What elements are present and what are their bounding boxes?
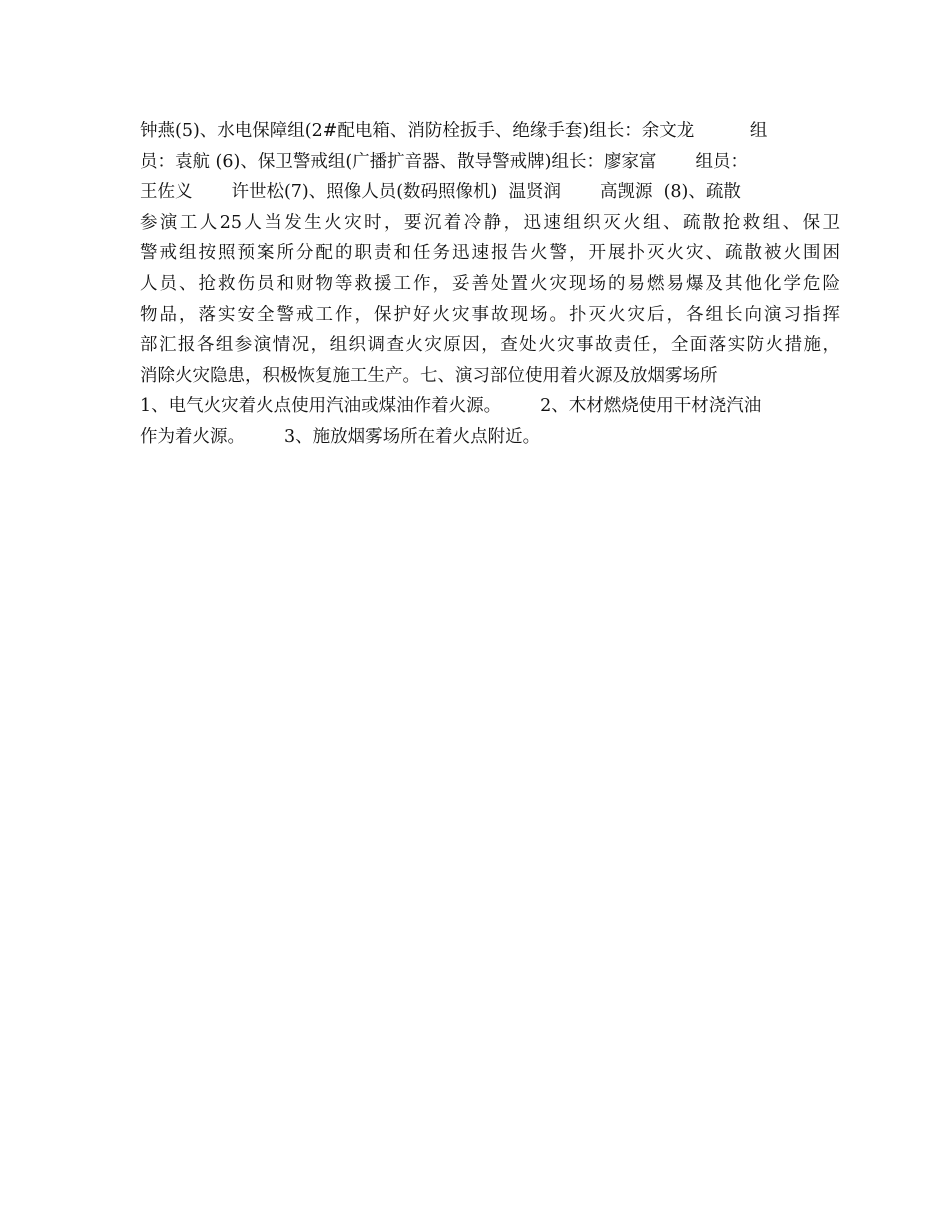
text-line: 钟燕(5)、水电保障组(2#配电箱、消防栓扳手、绝缘手套)组长：余文龙 组 xyxy=(140,121,768,141)
text-line: 警戒组按照预案所分配的职责和任务迅速报告火警，开展扑灭火灾、疏散被火围困 xyxy=(140,243,840,264)
text-line: 人员、抢救伤员和财物等救援工作，妥善处置火灾现场的易燃易爆及其他化学危险 xyxy=(140,273,840,294)
text-line: 作为着火源。 3、施放烟雾场所在着火点附近。 xyxy=(140,426,541,447)
text-line: 物品，落实安全警戒工作，保护好火灾事故现场。扑灭火灾后，各组长向演习指挥 xyxy=(140,304,840,325)
text-line: 1、电气火灾着火点使用汽油或煤油作着火源。 2、木材燃烧使用干材浇汽油 xyxy=(140,396,762,417)
text-line: 员：袁航 (6)、保卫警戒组(广播扩音器、散导警戒牌)组长：廖家富 组员： xyxy=(140,151,748,172)
text-line: 部汇报各组参演情况，组织调查火灾原因，查处火灾事故责任，全面落实防火措施， xyxy=(140,335,840,356)
text-line: 王佐义 许世松(7)、照像人员(数码照像机) 温贤润 高觊源 (8)、疏散 xyxy=(140,182,741,203)
text-line: 参演工人25人当发生火灾时，要沉着冷静，迅速组织灭火组、疏散抢救组、保卫 xyxy=(140,212,840,233)
text-line: 消除火灾隐患，积极恢复施工生产。七、演习部位使用着火源及放烟雾场所 xyxy=(140,365,718,386)
document-body xyxy=(140,116,840,453)
